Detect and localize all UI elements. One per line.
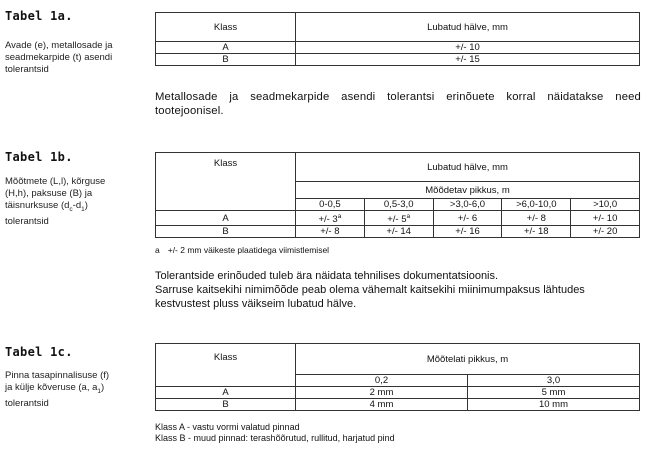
table-1b-footnote	[155, 245, 329, 256]
length-header: 0,5-3,0	[364, 199, 433, 211]
length-header: 0,2	[296, 375, 468, 387]
section-b-desc-line: Mõõtmete (L,l), kõrguse	[5, 176, 106, 187]
table-row	[156, 387, 640, 399]
length-header: 0-0,5	[296, 199, 365, 211]
section-b-description	[5, 176, 145, 228]
col-header-length: Mõõtelati pikkus, m	[296, 344, 640, 375]
class-cell: A	[156, 42, 296, 54]
section-a-title: Tabel 1a.	[5, 9, 73, 23]
section-c-title: Tabel 1c.	[5, 345, 73, 359]
section-b-desc-line: (H,h), paksuse (B) ja	[5, 188, 93, 199]
table-row	[156, 399, 640, 411]
col-header-tolerance: Lubatud hälve, mm	[296, 153, 640, 182]
footnote-mark: a	[406, 213, 411, 220]
paragraph-line: tootejoonisel.	[155, 105, 224, 117]
section-c-desc-line: Pinna tasapinnalisuse (f)	[5, 370, 110, 381]
value-cell: +/- 10	[296, 42, 640, 54]
value-cell: +/- 16	[433, 226, 502, 238]
value-cell: +/- 6	[433, 211, 502, 226]
section-c-description	[5, 370, 145, 410]
value-cell: +/- 8	[296, 226, 365, 238]
section-b-title: Tabel 1b.	[5, 150, 73, 164]
table-row	[156, 226, 640, 238]
paragraph-line: Sarruse kaitsekihi nimimõõde peab olema vähemalt kaitsekihi miinimumpaksus lähtudes	[155, 284, 585, 296]
value-cell: +/- 14	[364, 226, 433, 238]
table-row	[156, 42, 640, 54]
section-b-desc-line: täisnurksuse $(d_c-d_1)$	[5, 200, 88, 213]
value-cell: +/- 15	[296, 54, 640, 66]
value-cell: +/- 5$^a$	[364, 211, 433, 226]
table-1a	[155, 12, 640, 66]
section-b-paragraph	[155, 269, 641, 311]
footnote-mark: a	[155, 245, 160, 255]
section-c-desc-line: tolerantsid	[5, 397, 49, 409]
section-a-description	[5, 40, 145, 76]
class-cell: A	[156, 211, 296, 226]
paragraph-line: Tolerantside erinõuded tuleb ära näidata tehnilises dokumentatsioonis.	[155, 270, 499, 282]
table-header-row	[156, 153, 640, 182]
section-a-paragraph	[155, 90, 641, 118]
length-header: >3,0-6,0	[433, 199, 502, 211]
length-header: >6,0-10,0	[502, 199, 571, 211]
value-cell: 10 mm	[468, 399, 640, 411]
section-a-desc-line: Avade (e), metallosade ja	[5, 40, 113, 51]
col-header-class: Klass	[156, 344, 296, 387]
note-line: Klass B - muud pinnad: terashõõrutud, rullitud, harjatud pind	[155, 433, 395, 443]
class-cell: B	[156, 399, 296, 411]
col-header-tolerance: Lubatud hälve, mm	[296, 13, 640, 42]
value-cell: 2 mm	[296, 387, 468, 399]
section-a-desc-line: seadmekarpide (t) asendi	[5, 52, 113, 63]
length-header: >10,0	[571, 199, 640, 211]
table-header-row	[156, 344, 640, 375]
value-cell: +/- 18	[502, 226, 571, 238]
value-cell: +/- 20	[571, 226, 640, 238]
footnote-text: +/- 2 mm väikeste plaatidega viimistlemisel	[167, 245, 330, 255]
class-cell: B	[156, 54, 296, 66]
section-a-desc-line: tolerantsid	[5, 64, 49, 75]
section-c-desc-line: ja külje kõveruse (a, $a_1$)	[5, 382, 105, 395]
col-subheader-length: Mõõdetav pikkus, m	[296, 182, 640, 199]
table-1b	[155, 152, 640, 238]
table-row	[156, 211, 640, 226]
col-header-class: Klass	[156, 13, 296, 42]
paragraph-line: Metallosade ja seadmekarpide asendi tolerantsi erinõuete korral näidatakse need	[155, 91, 641, 103]
class-cell: B	[156, 226, 296, 238]
value-cell: +/- 10	[571, 211, 640, 226]
col-header-class: Klass	[156, 153, 296, 211]
footnote-mark: a	[337, 213, 342, 220]
table-1c	[155, 343, 640, 411]
value-cell: 4 mm	[296, 399, 468, 411]
table-row	[156, 54, 640, 66]
value-cell: +/- 3$^a$	[296, 211, 365, 226]
paragraph-line: kestvustest pluss väikseim lubatud hälve.	[155, 298, 357, 310]
class-cell: A	[156, 387, 296, 399]
table-1c-notes	[155, 422, 395, 444]
value-cell: 5 mm	[468, 387, 640, 399]
table-header-row	[156, 13, 640, 42]
note-line: Klass A - vastu vormi valatud pinnad	[155, 422, 300, 432]
section-b-desc-line: tolerantsid	[5, 215, 49, 227]
length-header: 3,0	[468, 375, 640, 387]
value-cell: +/- 8	[502, 211, 571, 226]
